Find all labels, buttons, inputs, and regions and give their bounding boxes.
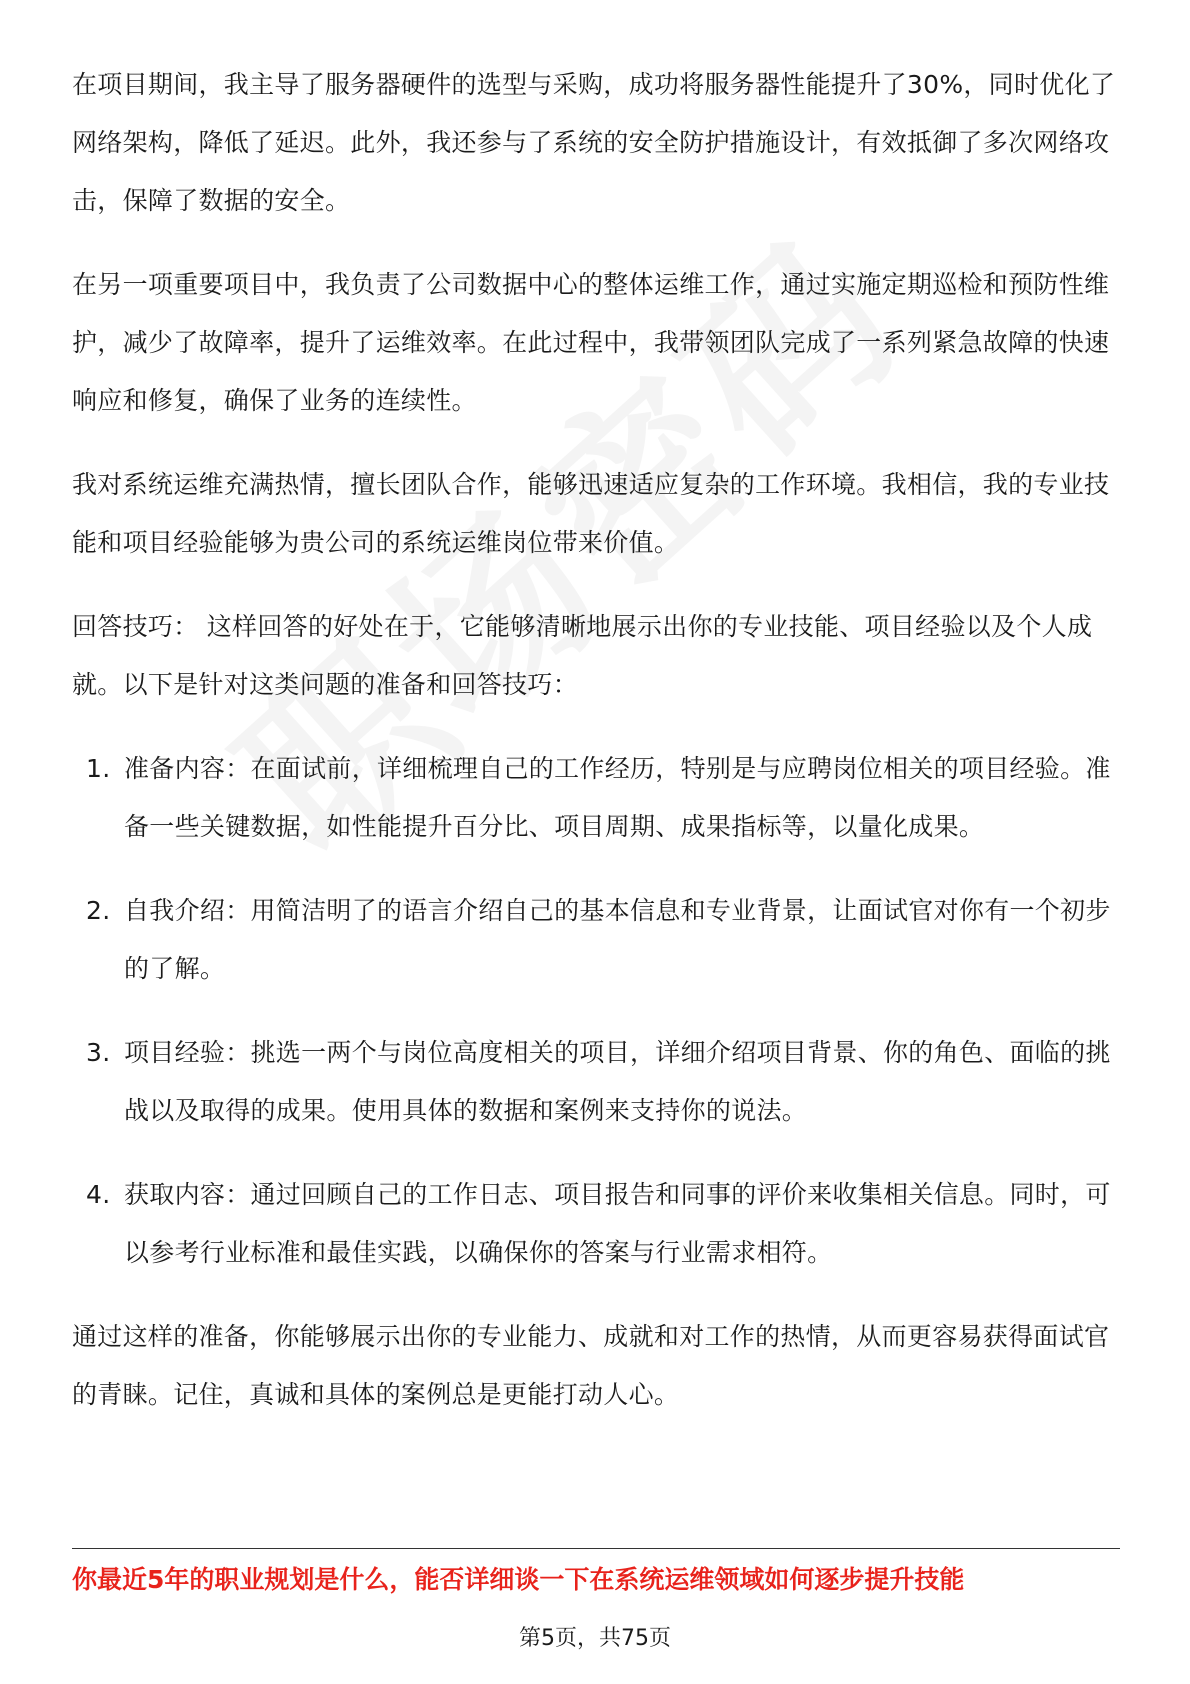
page-number: 第5页，共75页 (519, 1626, 671, 1651)
paragraph-project-hardware: 在项目期间，我主导了服务器硬件的选型与采购，成功将服务器性能提升了30%，同时优化了网络架构，降低了延迟。此外，我还参与了系统的安全防护措施设计，有效抵御了多次网络攻击，保障了数据的安全。 (72, 70, 1116, 215)
list-item-text: 准备内容：在面试前，详细梳理自己的工作经历，特别是与应聘岗位相关的项目经验。准备一些关键数据，如性能提升百分比、项目周期、成果指标等，以量化成果。 (124, 754, 1111, 841)
list-item (72, 740, 1120, 856)
list-item (72, 1166, 1120, 1282)
document-body (72, 56, 1120, 1450)
paragraph-answer-tips: 回答技巧： 这样回答的好处在于，它能够清晰地展示出你的专业技能、项目经验以及个人成就。以下是针对这类问题的准备和回答技巧： (72, 612, 1093, 699)
list-item-number: 4. (86, 1180, 111, 1209)
tips-list (72, 740, 1120, 1282)
list-item-number: 1. (86, 754, 111, 783)
paragraph-closing: 通过这样的准备，你能够展示出你的专业能力、成就和对工作的热情，从而更容易获得面试官的青睐。记住，真诚和具体的案例总是更能打动人心。 (72, 1322, 1110, 1409)
list-item-number: 3. (86, 1038, 111, 1067)
list-item-text: 获取内容：通过回顾自己的工作日志、项目报告和同事的评价来收集相关信息。同时，可以参考行业标准和最佳实践，以确保你的答案与行业需求相符。 (124, 1180, 1111, 1267)
list-item (72, 882, 1120, 998)
section-divider (72, 1548, 1120, 1549)
paragraph-passion: 我对系统运维充满热情，擅长团队合作，能够迅速适应复杂的工作环境。我相信，我的专业技能和项目经验能够为贵公司的系统运维岗位带来价值。 (72, 470, 1110, 557)
list-item-number: 2. (86, 896, 111, 925)
paragraph-project-datacenter: 在另一项重要项目中，我负责了公司数据中心的整体运维工作，通过实施定期巡检和预防性维护，减少了故障率，提升了运维效率。在此过程中，我带领团队完成了一系列紧急故障的快速响应和修复，确保了业务的连续性。 (72, 270, 1110, 415)
list-item (72, 1024, 1120, 1140)
list-item-text: 项目经验：挑选一两个与岗位高度相关的项目，详细介绍项目背景、你的角色、面临的挑战以及取得的成果。使用具体的数据和案例来支持你的说法。 (124, 1038, 1111, 1125)
next-question-heading: 你最近5年的职业规划是什么，能否详细谈一下在系统运维领域如何逐步提升技能 (72, 1565, 965, 1594)
list-item-text: 自我介绍：用简洁明了的语言介绍自己的基本信息和专业背景，让面试官对你有一个初步的了解。 (124, 896, 1111, 983)
